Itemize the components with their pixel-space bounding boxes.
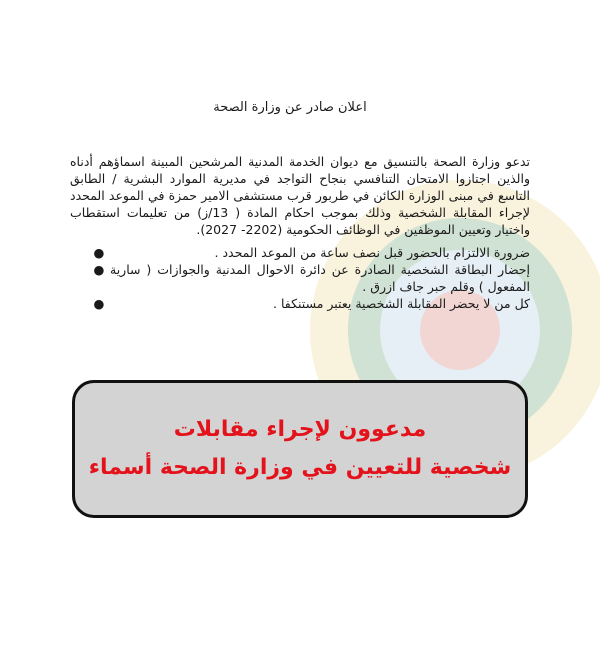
rule-text: ضرورة الالتزام بالحضور قبل نصف ساعة من الموعد المحدد . bbox=[214, 245, 530, 260]
rule-text: كل من لا يحضر المقابلة الشخصية يعتبر مستنكفا . bbox=[273, 296, 530, 311]
banner-line-2: شخصية للتعيين في وزارة الصحة أسماء bbox=[88, 455, 512, 480]
announcement-document bbox=[70, 100, 530, 312]
bullet-icon: ● bbox=[93, 262, 105, 277]
rule-item bbox=[92, 244, 530, 261]
bullet-icon: ● bbox=[93, 296, 105, 311]
interview-banner bbox=[72, 380, 528, 518]
announcement-paragraph: تدعو وزارة الصحة بالتنسيق مع ديوان الخدمة المدنية المرشحين المبينة اسماؤهم أدناه والذين اجتازوا الامتحان التنافسي بنجاح التواجد في مديرية الموارد البشرية / الطابق التاسع في مبنى الوزارة الكائن في طربور قرب مستشفى الامير حمزة في الموعد المحدد لإجراء المقابلة الشخصية وذلك بموجب احكام المادة ( 13/ز) من تعليمات استقطاب واختيار وتعيين الموظفين في الوظائف الحكومية (2202- 2027). bbox=[70, 154, 530, 237]
bullet-icon: ● bbox=[93, 245, 105, 260]
rules-list bbox=[70, 244, 530, 312]
announcement-title: اعلان صادر عن وزارة الصحة bbox=[213, 100, 367, 115]
banner-line-1: مدعوون لإجراء مقابلات bbox=[173, 417, 427, 442]
rule-item bbox=[92, 261, 530, 295]
rule-item bbox=[92, 295, 530, 312]
rule-text: إحضار البطاقة الشخصية الصادرة عن دائرة الاحوال المدنية والجوازات ( سارية المفعول ) وقلم حبر جاف ازرق . bbox=[110, 262, 530, 294]
